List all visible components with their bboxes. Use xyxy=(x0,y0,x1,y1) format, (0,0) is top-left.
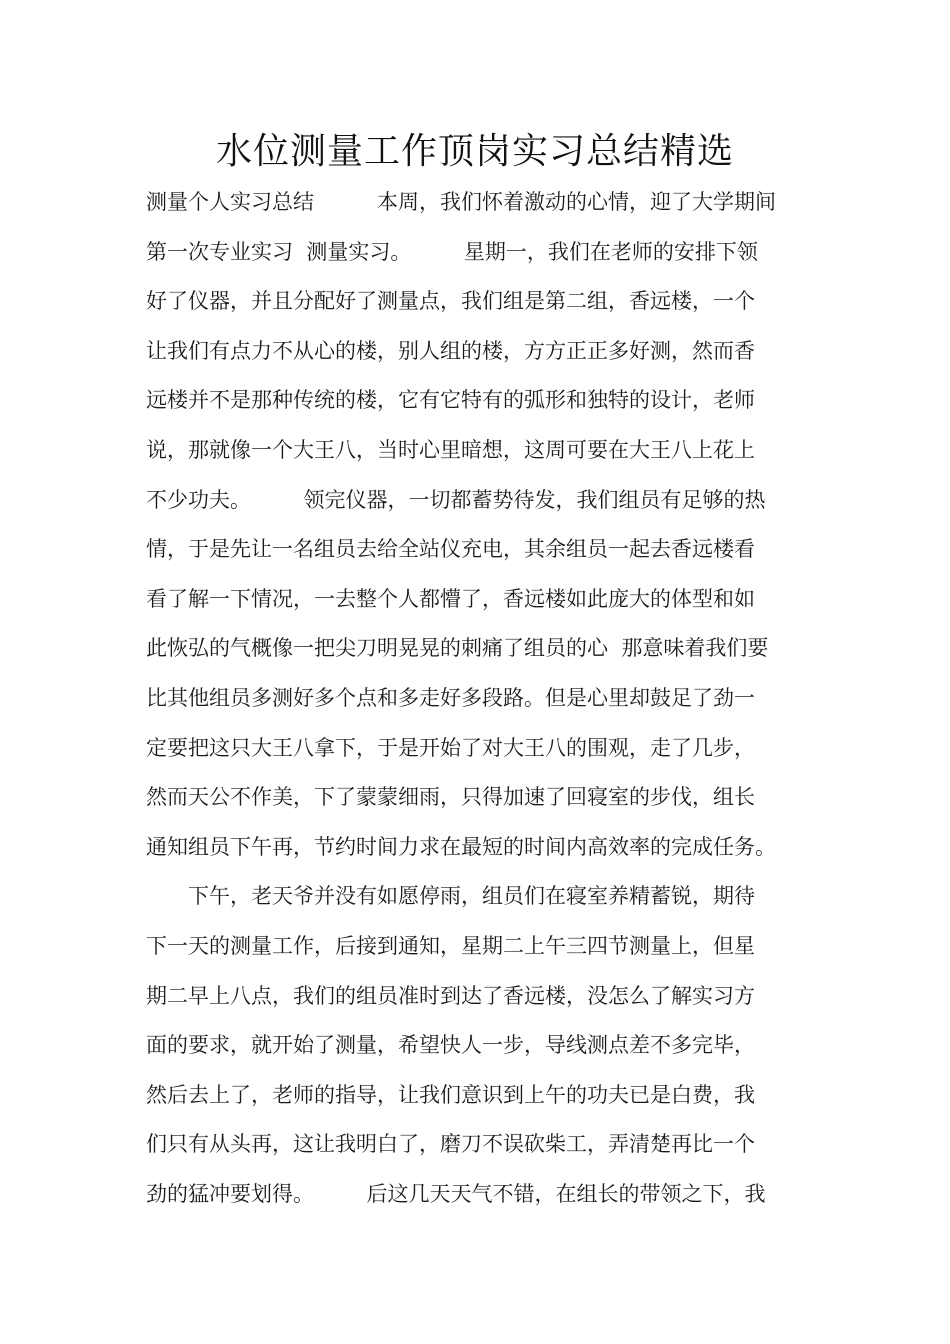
body-line: 远楼并不是那种传统的楼，它有它特有的弧形和独特的设计，老师 xyxy=(146,388,755,413)
body-line: 看了解一下情况，一去整个人都懵了，香远楼如此庞大的体型和如 xyxy=(146,586,755,611)
body-line: 第一次专业实习 测量实习。 星期一，我们在老师的安排下领 xyxy=(146,239,758,264)
document-body xyxy=(146,178,826,1219)
body-line: 让我们有点力不从心的楼，别人组的楼，方方正正多好测，然而香 xyxy=(146,338,755,363)
body-line: 情，于是先让一名组员去给全站仪充电，其余组员一起去香远楼看 xyxy=(146,537,755,562)
body-line: 劲的猛冲要划得。 后这几天天气不错，在组长的带领之下，我 xyxy=(146,1181,766,1206)
body-line: 说，那就像一个大王八，当时心里暗想，这周可要在大王八上花上 xyxy=(146,437,755,462)
body-line: 测量个人实习总结 本周，我们怀着激动的心情，迎了大学期间 xyxy=(146,190,776,214)
body-line: 比其他组员多测好多个点和多走好多段路。但是心里却鼓足了劲一 xyxy=(146,685,755,710)
body-line: 下午，老天爷并没有如愿停雨，组员们在寝室养精蓄锐，期待 xyxy=(146,884,755,909)
body-line: 面的要求，就开始了测量，希望快人一步，导线测点差不多完毕， xyxy=(146,1033,755,1058)
body-line: 不少功夫。 领完仪器，一切都蓄势待发，我们组员有足够的热 xyxy=(146,487,766,512)
body-line: 下一天的测量工作，后接到通知，星期二上午三四节测量上，但星 xyxy=(146,933,755,958)
body-line: 通知组员下午再，节约时间力求在最短的时间内高效率的完成任务。 xyxy=(146,834,776,859)
body-line: 好了仪器，并且分配好了测量点，我们组是第二组，香远楼，一个 xyxy=(146,289,755,314)
body-line: 此恢弘的气概像一把尖刀明晃晃的刺痛了组员的心 那意味着我们要 xyxy=(146,636,769,661)
body-line: 定要把这只大王八拿下，于是开始了对大王八的围观，走了几步， xyxy=(146,735,755,760)
body-line: 们只有从头再，这让我明白了，磨刀不误砍柴工，弄清楚再比一个 xyxy=(146,1132,755,1157)
document-title: 水位测量工作顶岗实习总结精选 xyxy=(215,131,734,172)
body-line: 然后去上了，老师的指导，让我们意识到上午的功夫已是白费，我 xyxy=(146,1082,755,1107)
body-line: 期二早上八点，我们的组员准时到达了香远楼，没怎么了解实习方 xyxy=(146,983,755,1008)
body-line: 然而天公不作美，下了蒙蒙细雨，只得加速了回寝室的步伐，组长 xyxy=(146,785,755,810)
